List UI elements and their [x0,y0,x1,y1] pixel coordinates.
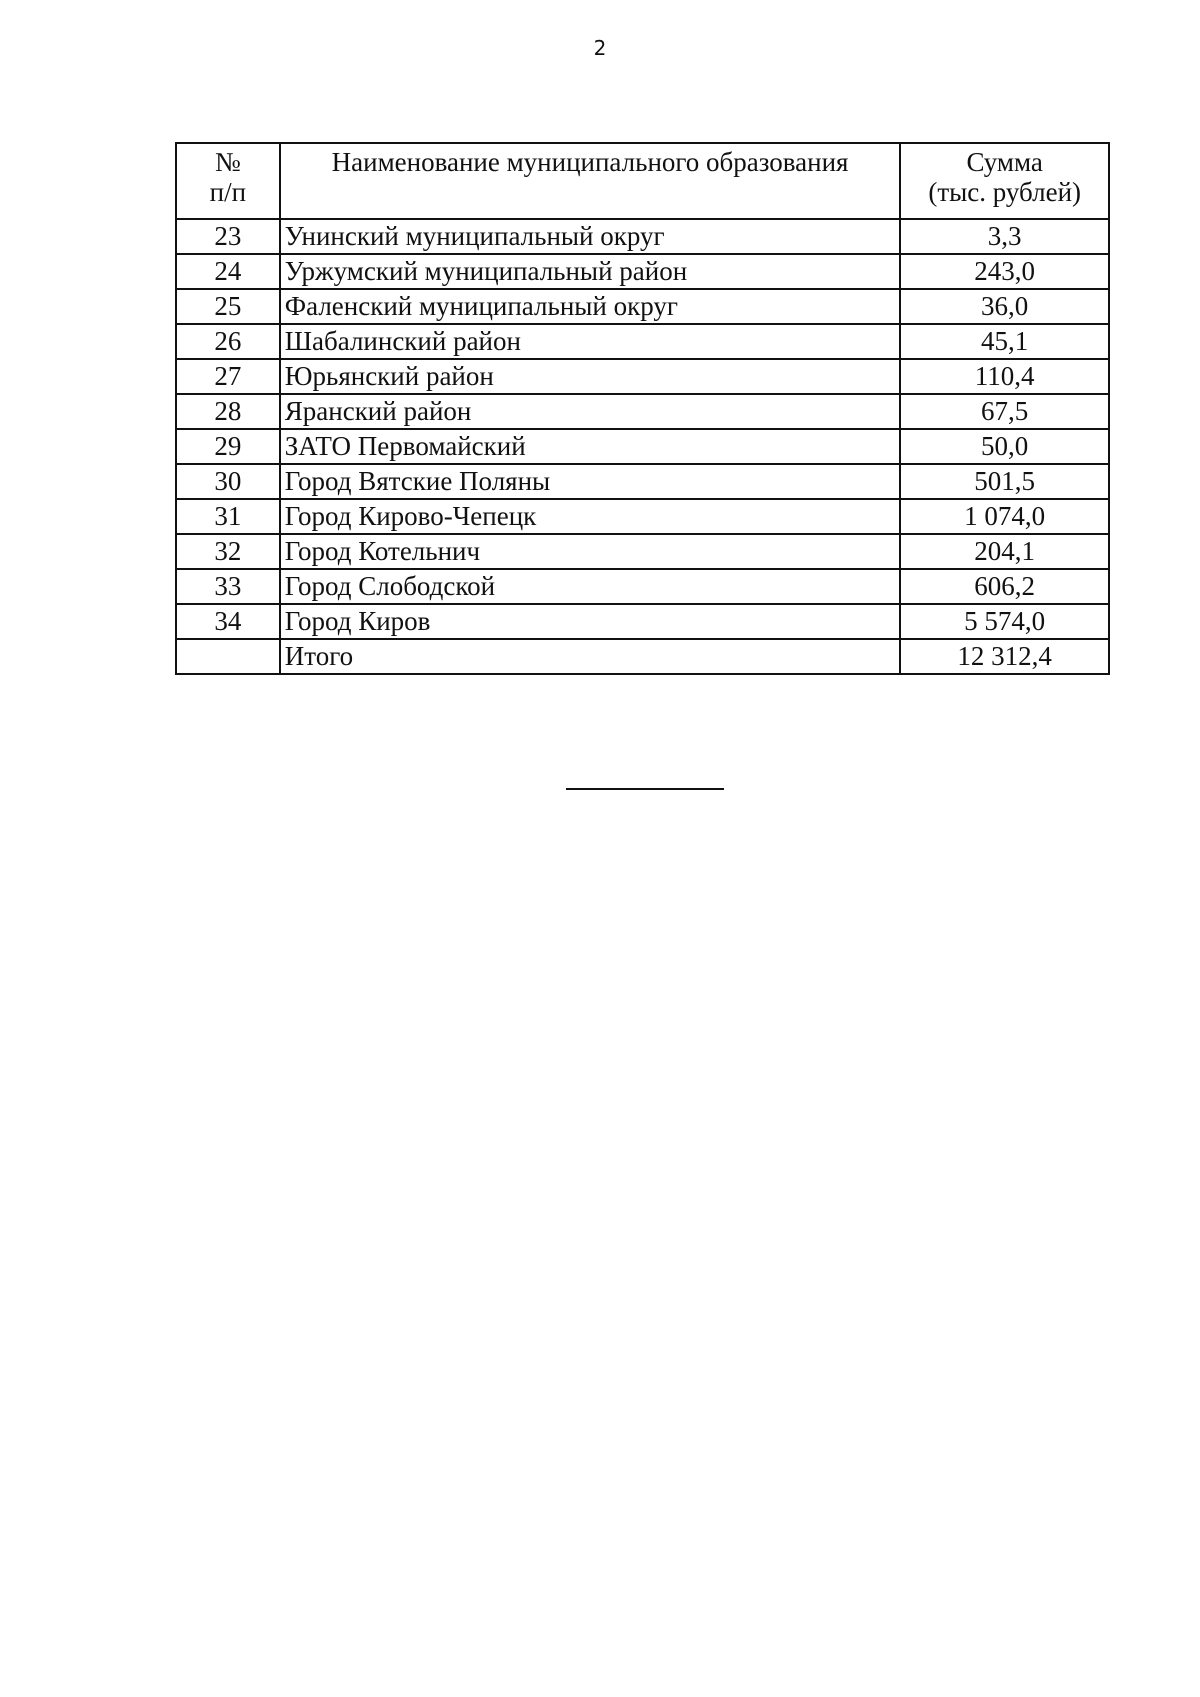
row-name: Уржумский муниципальный район [280,254,901,289]
row-name: Город Слободской [280,569,901,604]
row-number: 29 [176,429,280,464]
row-sum: 45,1 [900,324,1109,359]
row-number: 28 [176,394,280,429]
row-number: 23 [176,219,280,254]
row-name: Город Кирово-Чепецк [280,499,901,534]
table-row [176,289,1109,324]
row-number: 33 [176,569,280,604]
table-row [176,394,1109,429]
total-label: Итого [280,639,901,674]
row-number: 27 [176,359,280,394]
total-row [176,639,1109,674]
row-sum: 36,0 [900,289,1109,324]
row-sum: 243,0 [900,254,1109,289]
row-name: Яранский район [280,394,901,429]
row-number: 26 [176,324,280,359]
end-separator-line [566,788,724,790]
table-header-row [176,143,1109,219]
table-row [176,604,1109,639]
header-sum-line1: Сумма [966,147,1043,177]
row-name: Шабалинский район [280,324,901,359]
row-name: ЗАТО Первомайский [280,429,901,464]
header-sum-line2: (тыс. рублей) [928,176,1082,207]
table-row [176,429,1109,464]
allocation-table [175,142,1110,675]
header-name: Наименование муниципального образования [280,143,901,219]
table-row [176,464,1109,499]
row-number: 30 [176,464,280,499]
row-name: Город Вятские Поляны [280,464,901,499]
header-number [176,143,280,219]
table-row [176,324,1109,359]
page-number: 2 [593,36,607,60]
table-row [176,254,1109,289]
row-number: 32 [176,534,280,569]
row-number: 31 [176,499,280,534]
table-row [176,359,1109,394]
table-row [176,219,1109,254]
header-number-line1: № [215,147,241,177]
row-number: 34 [176,604,280,639]
row-number: 24 [176,254,280,289]
row-name: Юрьянский район [280,359,901,394]
row-number: 25 [176,289,280,324]
table-row [176,534,1109,569]
row-sum: 110,4 [900,359,1109,394]
row-name: Унинский муниципальный округ [280,219,901,254]
table-body [176,219,1109,674]
row-sum: 67,5 [900,394,1109,429]
total-sum: 12 312,4 [900,639,1109,674]
row-sum: 501,5 [900,464,1109,499]
row-sum: 5 574,0 [900,604,1109,639]
header-sum [900,143,1109,219]
row-sum: 204,1 [900,534,1109,569]
row-sum: 50,0 [900,429,1109,464]
row-name: Город Киров [280,604,901,639]
row-sum: 606,2 [900,569,1109,604]
table-row [176,499,1109,534]
table-row [176,569,1109,604]
row-name: Город Котельнич [280,534,901,569]
header-number-line2: п/п [209,176,247,207]
row-sum: 1 074,0 [900,499,1109,534]
row-sum: 3,3 [900,219,1109,254]
total-number [176,639,280,674]
row-name: Фаленский муниципальный округ [280,289,901,324]
